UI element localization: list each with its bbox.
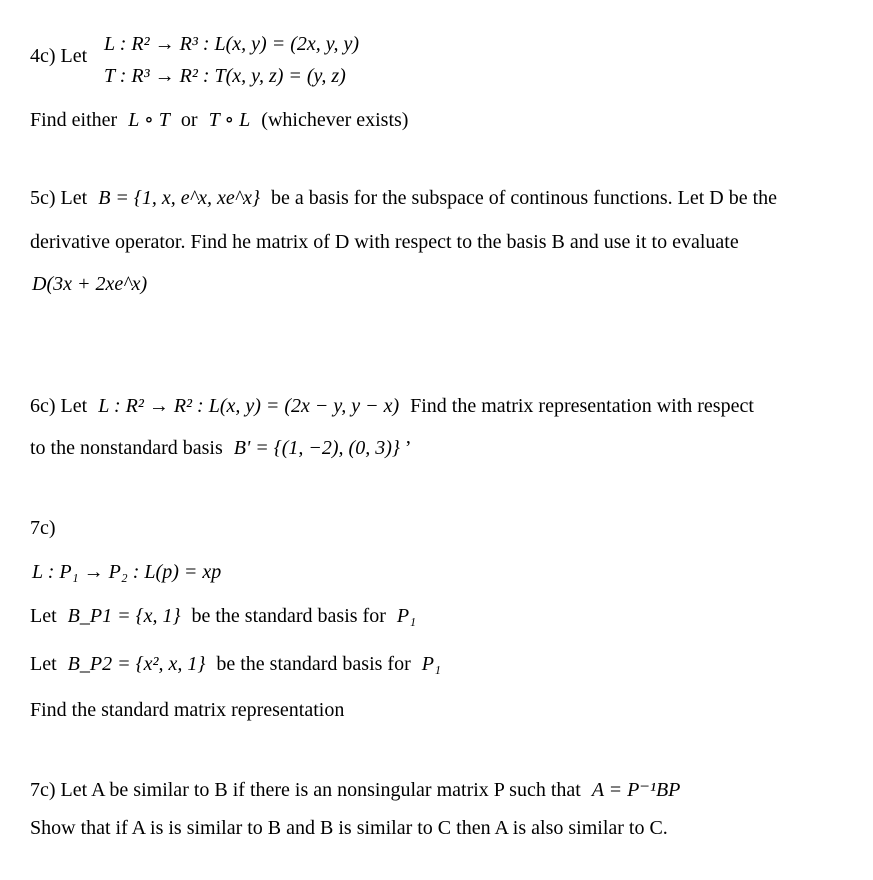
find-either-text: Find either bbox=[30, 109, 118, 131]
basis-B-exponential: B = {1, x, e^x, xe^x} bbox=[98, 187, 261, 209]
let-text: Let bbox=[30, 653, 57, 675]
problem-7c-label: 7c) bbox=[30, 517, 56, 539]
problem-6c-text: Find the matrix representation with respect bbox=[410, 395, 754, 417]
problem-6c-line1 bbox=[30, 396, 754, 416]
map-L-R2: L : R² → R² : L(x, y) = (2x − y, y − x) bbox=[98, 395, 400, 417]
find-standard-matrix: Find the standard matrix representation bbox=[30, 699, 345, 721]
basis-P1-line bbox=[30, 606, 416, 626]
or-text: or bbox=[180, 109, 198, 131]
similarity-equation: A = P⁻¹BP bbox=[591, 779, 681, 801]
composition-L-T: L ∘ T bbox=[128, 109, 170, 131]
map-L-definition: L : R² → R³ : L(x, y) = (2x, y, y) bbox=[104, 33, 360, 55]
problem-5c-line2: derivative operator. Find he matrix of D with respect to the basis B and use it to evaluate bbox=[30, 231, 739, 253]
problem-5c-label: 5c) Let bbox=[30, 187, 88, 209]
standard-basis-text: be the standard basis for bbox=[191, 605, 386, 627]
map-T-definition: T : R³ → R² : T(x, y, z) = (y, z) bbox=[104, 65, 346, 87]
standard-basis-text: be the standard basis for bbox=[216, 653, 411, 675]
space-P1: P₁ bbox=[396, 605, 417, 627]
map-L-polynomial: L : P₁ → P₂ : L(p) = xp bbox=[32, 561, 222, 583]
nonstandard-basis-text: to the nonstandard basis bbox=[30, 437, 223, 459]
problem-6c-line2 bbox=[30, 438, 412, 458]
expression-to-evaluate: D(3x + 2xe^x) bbox=[32, 273, 148, 295]
space-P1: P₁ bbox=[421, 653, 441, 675]
let-text: Let bbox=[30, 605, 57, 627]
similarity-definition-text: 7c) Let A be similar to B if there is an nonsingular matrix P such that bbox=[30, 779, 581, 801]
basis-P2-line bbox=[30, 654, 441, 674]
problem-5c-text: be a basis for the subspace of continous functions. Let D be the bbox=[271, 187, 778, 209]
problem-5c-line1 bbox=[30, 188, 777, 208]
composition-T-L: T ∘ L bbox=[208, 109, 251, 131]
problem-6c-label: 6c) Let bbox=[30, 395, 88, 417]
basis-B-P2: B_P2 = {x², x, 1} bbox=[67, 653, 206, 675]
problem-4c-question bbox=[30, 110, 408, 130]
basis-B-P1: B_P1 = {x, 1} bbox=[67, 605, 181, 627]
problem-4c-label: 4c) Let bbox=[30, 45, 88, 67]
trailing-quote: ’ bbox=[404, 437, 412, 459]
whichever-exists-text: (whichever exists) bbox=[261, 109, 409, 131]
basis-B-prime: B' = {(1, −2), (0, 3)} bbox=[233, 437, 400, 459]
problem-7c-similar-line1 bbox=[30, 780, 680, 800]
problem-7c-similar-line2: Show that if A is is similar to B and B is similar to C then A is also similar to C. bbox=[30, 817, 668, 839]
